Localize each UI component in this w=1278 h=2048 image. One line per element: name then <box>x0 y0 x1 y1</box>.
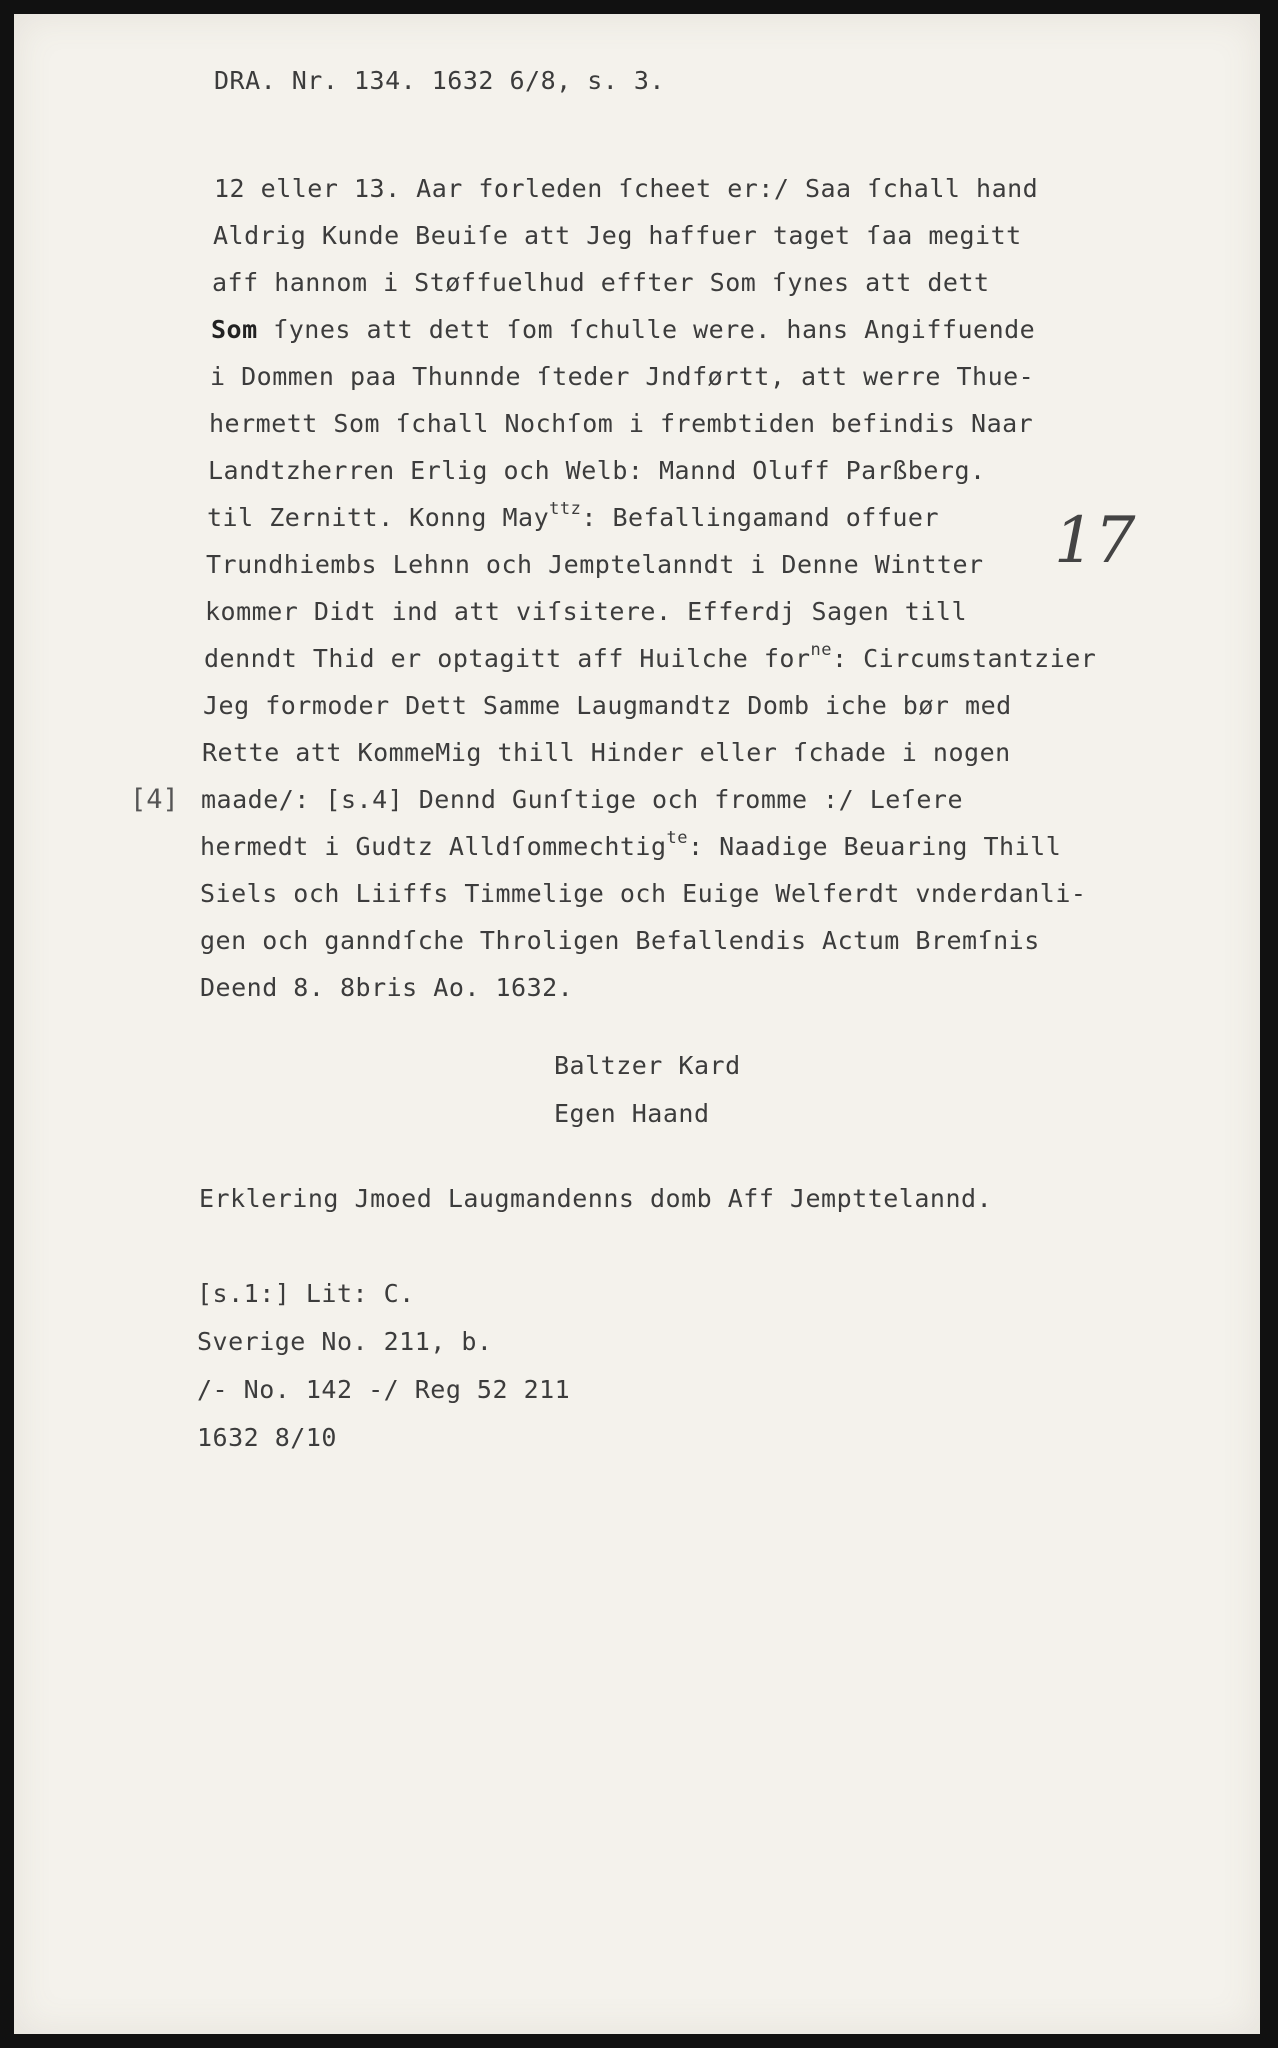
text-line-13: Rette att KommeMig thill Hinder eller ſchade i nogen <box>202 738 1011 767</box>
text-line-6: hermett Som ſchall Nochſom i frembtiden befindis Naar <box>209 409 1034 438</box>
archive-line-3: /- No. 142 -/ Reg 52 211 <box>197 1375 571 1404</box>
text-line-2: Aldrig Kunde Beuiſe att Jeg haffuer taget ſaa megitt <box>213 221 1022 250</box>
text-line-7: Landtzherren Erlig och Welb: Mannd Oluff Parßberg. <box>208 456 986 485</box>
text-line-15 <box>200 828 1062 861</box>
text-line-4 <box>211 315 1035 344</box>
text-line-11 <box>204 640 1097 673</box>
bold-word: Som <box>211 315 258 344</box>
document-header: DRA. Nr. 134. 1632 6/8, s. 3. <box>214 66 665 95</box>
text-line-8 <box>207 499 940 532</box>
text-line-10: kommer Didt ind att viſsitere. Efferdj Sagen till <box>205 597 968 626</box>
archive-line-1: [s.1:] Lit: C. <box>197 1279 415 1308</box>
text-line-8-b: : Befallingamand offuer <box>581 503 940 532</box>
text-line-18: Deend 8. 8bris Ao. 1632. <box>200 973 574 1002</box>
signature-hand: Egen Haand <box>554 1099 710 1128</box>
superscript: ttz <box>549 499 582 519</box>
text-line-1: 12 eller 13. Aar forleden ſcheet er:/ Saa ſchall hand <box>214 174 1039 203</box>
superscript: te <box>666 828 689 848</box>
archive-line-4: 1632 8/10 <box>197 1423 337 1452</box>
text-line-5: i Dommen paa Thunnde ſteder Jndførtt, att werre Thue- <box>210 362 1035 391</box>
text-line-16: Siels och Liiffs Timmelige och Euige Welferdt vnderdanli- <box>200 879 1087 908</box>
text-line-11-b: : Circumstantzier <box>831 644 1097 673</box>
text-line-11-a: denndt Thid er optagitt aff Huilche for <box>204 644 811 673</box>
folio-number: 17 <box>1054 504 1136 578</box>
text-line-15-a: hermedt i Gudtz Alldſommechtig <box>200 832 667 861</box>
superscript: ne <box>810 640 832 660</box>
endorsement: Erklering Jmoed Laugmandenns domb Aff Jempttelannd. <box>199 1184 993 1213</box>
text-line-9: Trundhiembs Lehnn och Jemptelanndt i Denne Wintter <box>206 550 984 579</box>
text-line-8-a: til Zernitt. Konng May <box>207 503 550 532</box>
page-marker: [4] <box>130 784 179 815</box>
text-line-4-rest: ſynes att dett ſom ſchulle were. hans Angiffuende <box>257 315 1036 344</box>
text-line-17: gen och ganndſche Throligen Befallendis Actum Bremſnis <box>200 926 1040 955</box>
text-line-15-b: : Naadige Beuaring Thill <box>688 832 1062 861</box>
archive-line-2: Sverige No. 211, b. <box>197 1327 493 1356</box>
signature-name: Baltzer Kard <box>554 1051 741 1080</box>
document-page <box>14 14 1260 2034</box>
text-line-14: maade/: [s.4] Dennd Gunſtige och fromme :/ Leſere <box>201 785 964 814</box>
text-line-12: Jeg formoder Dett Samme Laugmandtz Domb iche bør med <box>203 691 1012 720</box>
text-line-3: aff hannom i Støffuelhud effter Som ſynes att dett <box>212 268 990 297</box>
